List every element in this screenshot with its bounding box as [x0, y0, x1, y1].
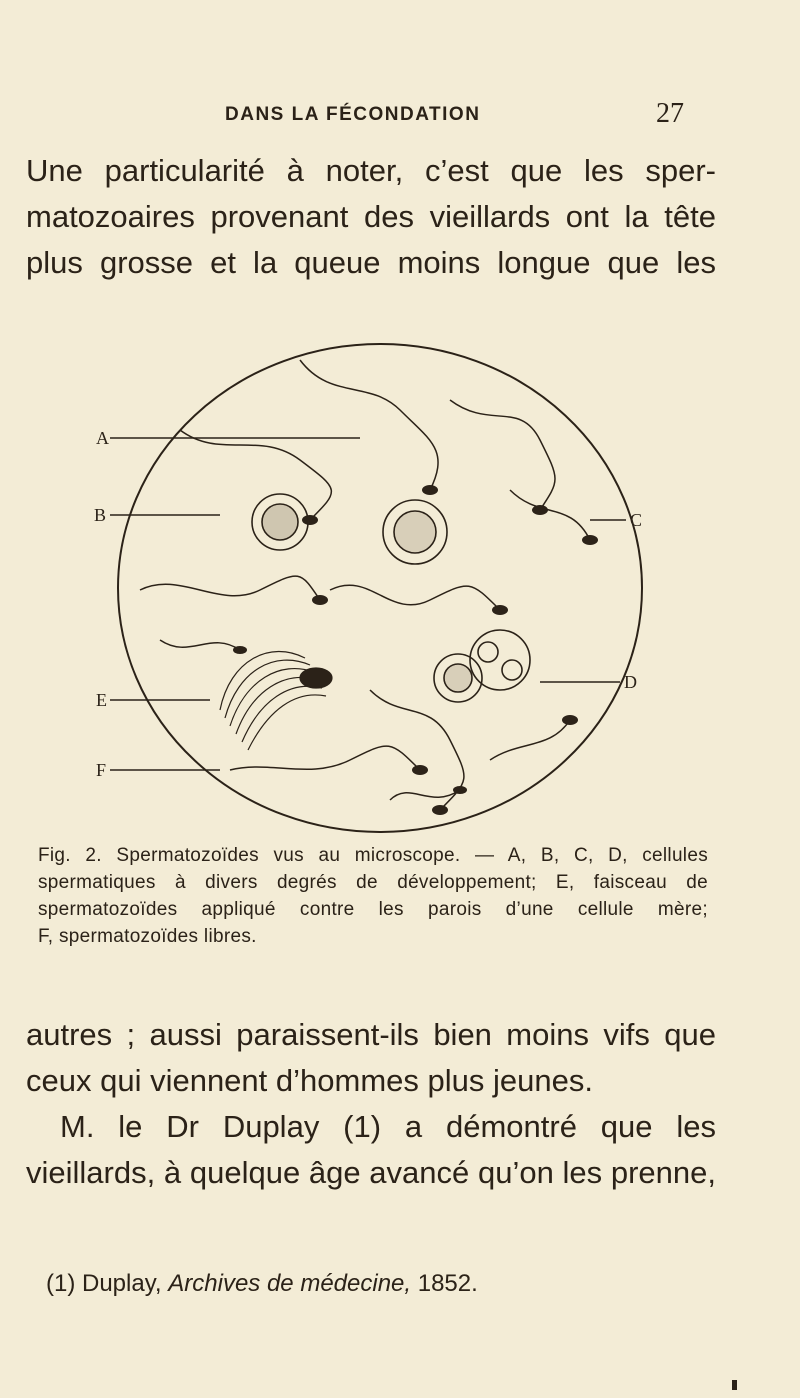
figure-label-c: C	[630, 510, 643, 530]
figure-label-e: E	[96, 690, 107, 710]
text-line: plus grosse et la queue moins longue que les	[26, 245, 716, 280]
caption-line: spermatozoïdes appliqué contre les parois d’une cellule mère;	[38, 899, 708, 920]
figure-label-b: B	[94, 505, 107, 525]
running-title: DANS LA FÉCONDATION	[225, 104, 481, 125]
footnote	[46, 1270, 726, 1298]
microscope-field	[118, 344, 642, 832]
paragraph-bottom	[26, 1012, 716, 1196]
footnote-source: Archives de médecine,	[168, 1270, 412, 1297]
page-number: 27	[656, 98, 684, 129]
print-mark	[732, 1380, 737, 1390]
text-line: M. le Dr Duplay (1) a démontré que les	[60, 1109, 716, 1144]
figure-label-f: F	[96, 760, 107, 780]
paragraph-top	[26, 148, 716, 286]
text-line: ceux qui viennent d’hommes plus jeunes.	[26, 1063, 593, 1098]
text-line: vieillards, à quelque âge avancé qu’on les prenne,	[26, 1155, 716, 1190]
footnote-year: 1852.	[411, 1270, 478, 1297]
text-line: autres ; aussi paraissent-ils bien moins vifs que	[26, 1017, 716, 1052]
page-header	[0, 98, 800, 134]
caption-line: spermatiques à divers degrés de développement; E, faisceau de	[38, 872, 708, 893]
caption-line: F, spermatozoïdes libres.	[38, 926, 257, 947]
figure-label-a: A	[96, 428, 109, 448]
microscope-figure	[70, 340, 660, 845]
caption-line: Fig. 2. Spermatozoïdes vus au microscope. — A, B, C, D, cellules	[38, 845, 708, 866]
figure-label-d: D	[624, 672, 637, 692]
text-line: matozoaires provenant des vieillards ont la tête	[26, 199, 716, 234]
footnote-author: (1) Duplay,	[46, 1270, 169, 1297]
text-line: Une particularité à noter, c’est que les sper-	[26, 153, 716, 188]
figure-caption	[38, 842, 708, 950]
